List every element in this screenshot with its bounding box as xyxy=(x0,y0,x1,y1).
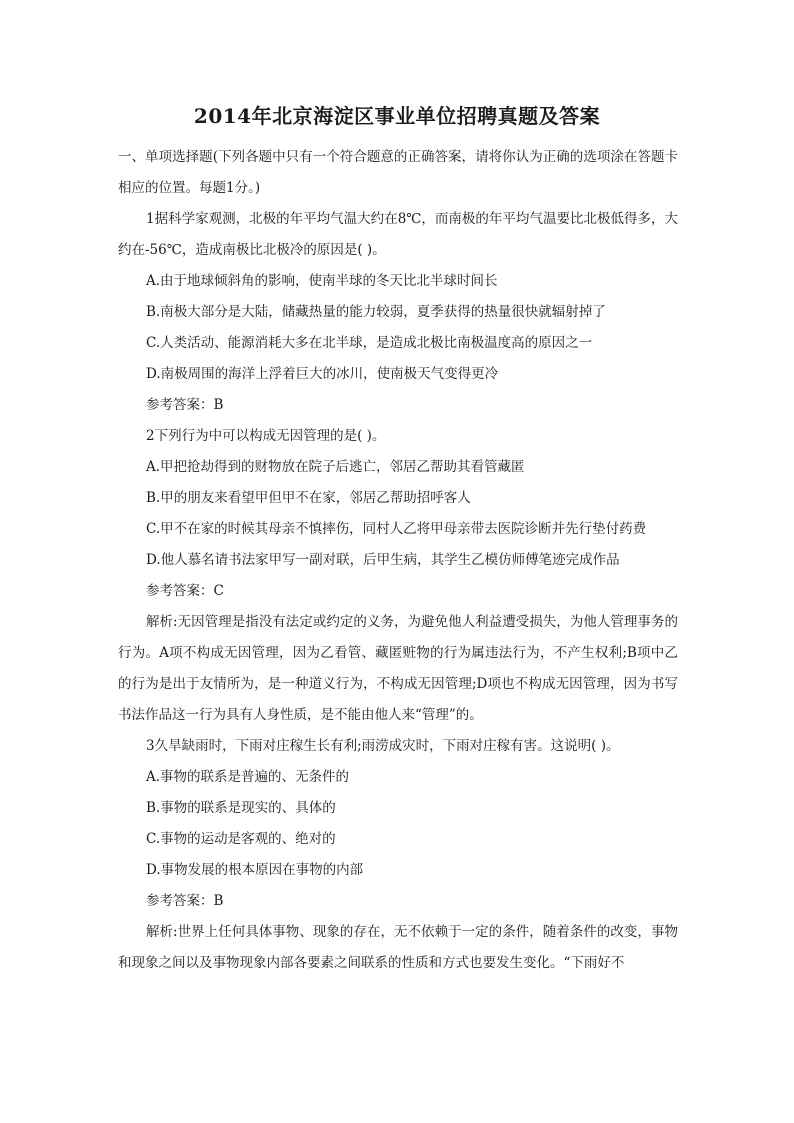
option: A.甲把抢劫得到的财物放在院子后逃亡，邻居乙帮助其看管藏匿 xyxy=(146,459,525,475)
option: D.他人慕名请书法家甲写一副对联，后甲生病，其学生乙模仿师傅笔迹完成作品 xyxy=(146,552,620,568)
answer: 参考答案：B xyxy=(146,893,224,909)
question-stem: 2下列行为中可以构成无因管理的是( )。 xyxy=(146,428,386,444)
option: C.人类活动、能源消耗大多在北半球，是造成北极比南极温度高的原因之一 xyxy=(146,335,593,351)
option: C.甲不在家的时候其母亲不慎摔伤，同村人乙将甲母亲带去医院诊断并先行垫付药费 xyxy=(146,521,647,537)
answer: 参考答案：B xyxy=(146,397,224,413)
option: D.事物发展的根本原因在事物的内部 xyxy=(146,862,364,878)
answer: 参考答案：C xyxy=(146,583,224,599)
option: B.事物的联系是现实的、具体的 xyxy=(146,800,336,816)
document-title: 2014年北京海淀区事业单位招聘真题及答案 xyxy=(193,104,601,128)
analysis: 解析:无因管理是指没有法定或约定的义务，为避免他人利益遭受损失，为他人管理事务的行为。A项不构成无因管理，因为乙看管、藏匿赃物的行为属违法行为，不产生权利;B项中乙的行为是出于友情所为，是一种道义行为，不构成无因管理;D项也不构成无因管理，因为书写书法作品这一行为具有人身性质，是不能由他人来“管理”的。 xyxy=(118,614,678,723)
question-stem: 3久旱缺雨时，下雨对庄稼生长有利;雨涝成灾时，下雨对庄稼有害。这说明( )。 xyxy=(146,738,620,754)
question-stem: 1据科学家观测，北极的年平均气温大约在8℃，而南极的年平均气温要比北极低得多，大约在-56℃，造成南极比北极冷的原因是( )。 xyxy=(118,211,678,258)
option: B.南极大部分是大陆，储藏热量的能力较弱，夏季获得的热量很快就辐射掉了 xyxy=(146,304,606,320)
section-heading: 一、单项选择题(下列各题中只有一个符合题意的正确答案，请将你认为正确的选项涂在答题卡相应的位置。每题1分。) xyxy=(118,149,678,196)
option: D.南极周围的海洋上浮着巨大的冰川，使南极天气变得更冷 xyxy=(146,366,499,382)
option: A.事物的联系是普遍的、无条件的 xyxy=(146,769,350,785)
option: A.由于地球倾斜角的影响，使南半球的冬天比北半球时间长 xyxy=(146,273,498,289)
option: B.甲的朋友来看望甲但甲不在家，邻居乙帮助招呼客人 xyxy=(146,490,471,506)
analysis: 解析:世界上任何具体事物、现象的存在，无不依赖于一定的条件，随着条件的改变，事物和现象之间以及事物现象内部各要素之间联系的性质和方式也要发生变化。“下雨好不 xyxy=(118,924,678,971)
document-body xyxy=(118,142,678,979)
option: C.事物的运动是客观的、绝对的 xyxy=(146,831,336,847)
